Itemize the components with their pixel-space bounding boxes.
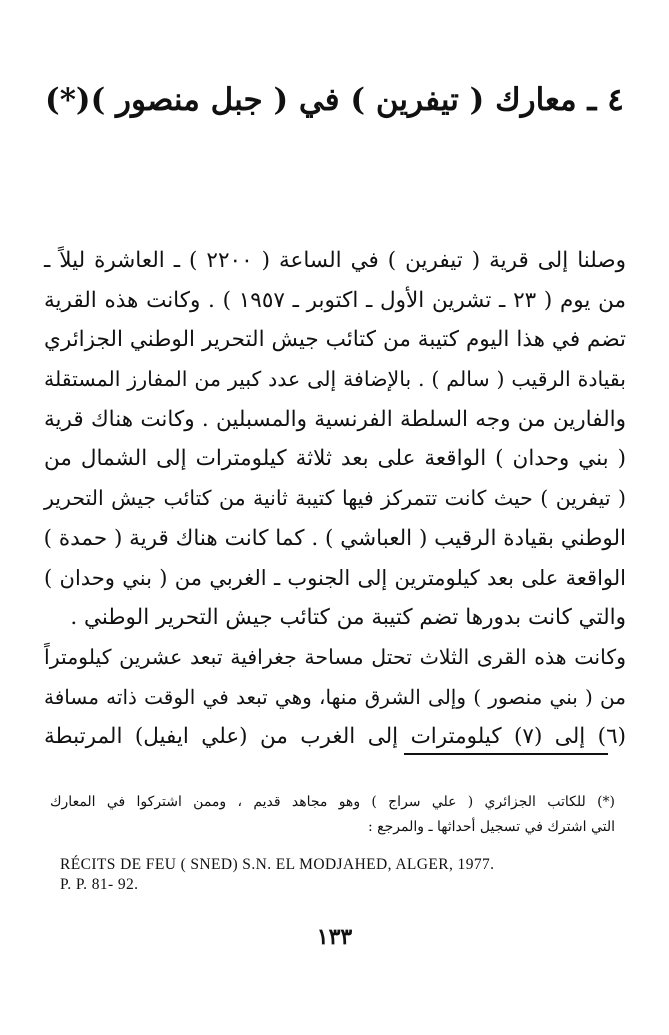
body-line: والتي كانت بدورها تضم كتيبة من كتائب جيش التحرير الوطني .	[70, 605, 626, 631]
body-line: الوطني بقيادة الرقيب ( العباشي ) . كما كانت هناك قرية ( حمدة )	[43, 525, 626, 551]
footnote-line: (*) للكاتب الجزائري ( علي سراج ) وهو مجاهد قديم ، وممن اشتركوا في المعارك	[50, 794, 615, 810]
chapter-title: ٤ ـ معارك ( تيفرين ) في ( جبل منصور )(*)	[45, 82, 624, 118]
body-line: (٦) إلى (٧) كيلومترات إلى الغرب من (علي ايفيل) المرتبطة	[44, 724, 627, 750]
page-number: ١٣٣	[316, 924, 353, 950]
footnote	[50, 790, 615, 840]
body-line: بقيادة الرقيب ( سالم ) . بالإضافة إلى عدد كبير من المفارز المستقلة	[44, 367, 626, 392]
body-line: الواقعة على بعد كيلومترين إلى الجنوب ـ الغربي من ( بني وحدان )	[44, 565, 626, 590]
body-line: ( بني وحدان ) الواقعة على بعد ثلاثة كيلومترات إلى الشمال من	[44, 446, 626, 472]
body-text	[44, 241, 626, 757]
body-line: وصلنا إلى قرية ( تيفرين ) في الساعة ( ٢٢٠٠ ) ـ العاشرة ليلاً ـ	[44, 248, 626, 273]
footnote-divider	[404, 753, 608, 755]
bibliographic-reference	[60, 855, 620, 895]
body-line: ( تيفرين ) حيث كانت تتمركز فيها كتيبة ثانية من كتائب جيش التحرير	[44, 486, 626, 511]
footnote-line: التي اشترك في تسجيل أحداثها ـ والمرجع :	[368, 819, 615, 835]
body-line: وكانت هذه القرى الثلاث تحتل مساحة جغرافية تبعد عشرين كيلومتراً	[44, 644, 626, 669]
reference-line: RÉCITS DE FEU ( SNED) S.N. EL MODJAHED, ALGER, 1977.	[60, 856, 495, 873]
body-line: من ( بني منصور ) وإلى الشرق منها، وهي تبعد في الوقت ذاته مسافة	[44, 684, 626, 709]
body-line: والفارين من وجه السلطة الفرنسية والمسبلين . وكانت هناك قرية	[44, 406, 626, 432]
reference-line: P. P. 81- 92.	[60, 876, 139, 893]
body-line: تضم في هذا اليوم كتيبة من كتائب جيش التحرير الوطني الجزائري	[44, 327, 626, 353]
body-line: من يوم ( ٢٣ ـ تشرين الأول ـ اكتوبر ـ ١٩٥٧ ) . وكانت هذه القرية	[44, 287, 626, 313]
